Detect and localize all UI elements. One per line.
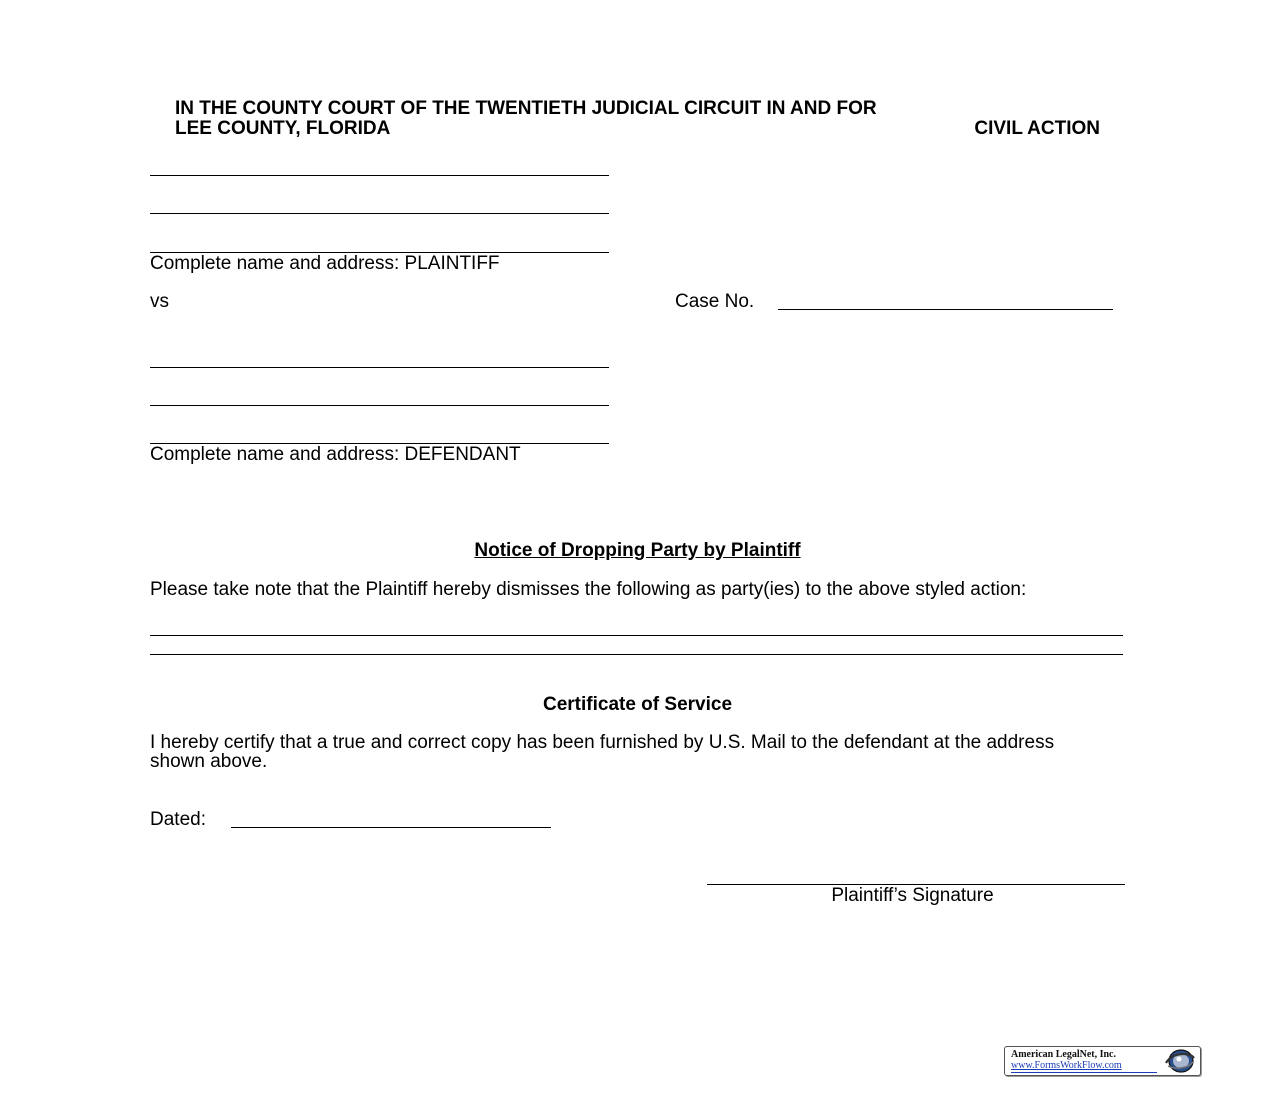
defendant-line-1[interactable] — [150, 367, 609, 368]
case-no-field[interactable] — [778, 309, 1113, 310]
logo-url-link[interactable]: www.FormsWorkFlow.com — [1011, 1060, 1122, 1071]
plaintiff-line-2[interactable] — [150, 213, 609, 214]
plaintiff-line-1[interactable] — [150, 175, 609, 176]
dated-field[interactable] — [231, 827, 551, 828]
footer-logo[interactable] — [1004, 1046, 1201, 1076]
notice-body: Please take note that the Plaintiff hereby dismisses the following as party(ies) to the above styled action: — [150, 579, 1027, 600]
plaintiff-label: Complete name and address: PLAINTIFF — [150, 253, 500, 274]
certificate-title: Certificate of Service — [542, 694, 733, 715]
dismissed-party-line-1[interactable] — [150, 635, 1123, 636]
county-heading: LEE COUNTY, FLORIDA — [175, 118, 391, 139]
court-heading: IN THE COUNTY COURT OF THE TWENTIETH JUDICIAL CIRCUIT IN AND FOR — [175, 98, 877, 119]
defendant-label: Complete name and address: DEFENDANT — [150, 444, 521, 465]
versus-label: vs — [150, 291, 169, 312]
signature-label: Plaintiff’s Signature — [831, 885, 994, 906]
case-no-label: Case No. — [675, 291, 755, 312]
dated-label: Dated: — [150, 809, 206, 830]
defendant-line-2[interactable] — [150, 405, 609, 406]
logo-company-name: American LegalNet, Inc. — [1011, 1049, 1116, 1060]
dismissed-party-line-2[interactable] — [150, 654, 1123, 655]
notice-title: Notice of Dropping Party by Plaintiff — [474, 540, 801, 561]
action-type-heading: CIVIL ACTION — [974, 118, 1100, 139]
certificate-body: I hereby certify that a true and correct copy has been furnished by U.S. Mail to the defendant at the address shown above. — [150, 732, 1055, 772]
globe-icon — [1162, 1048, 1196, 1074]
logo-divider — [1011, 1072, 1157, 1073]
